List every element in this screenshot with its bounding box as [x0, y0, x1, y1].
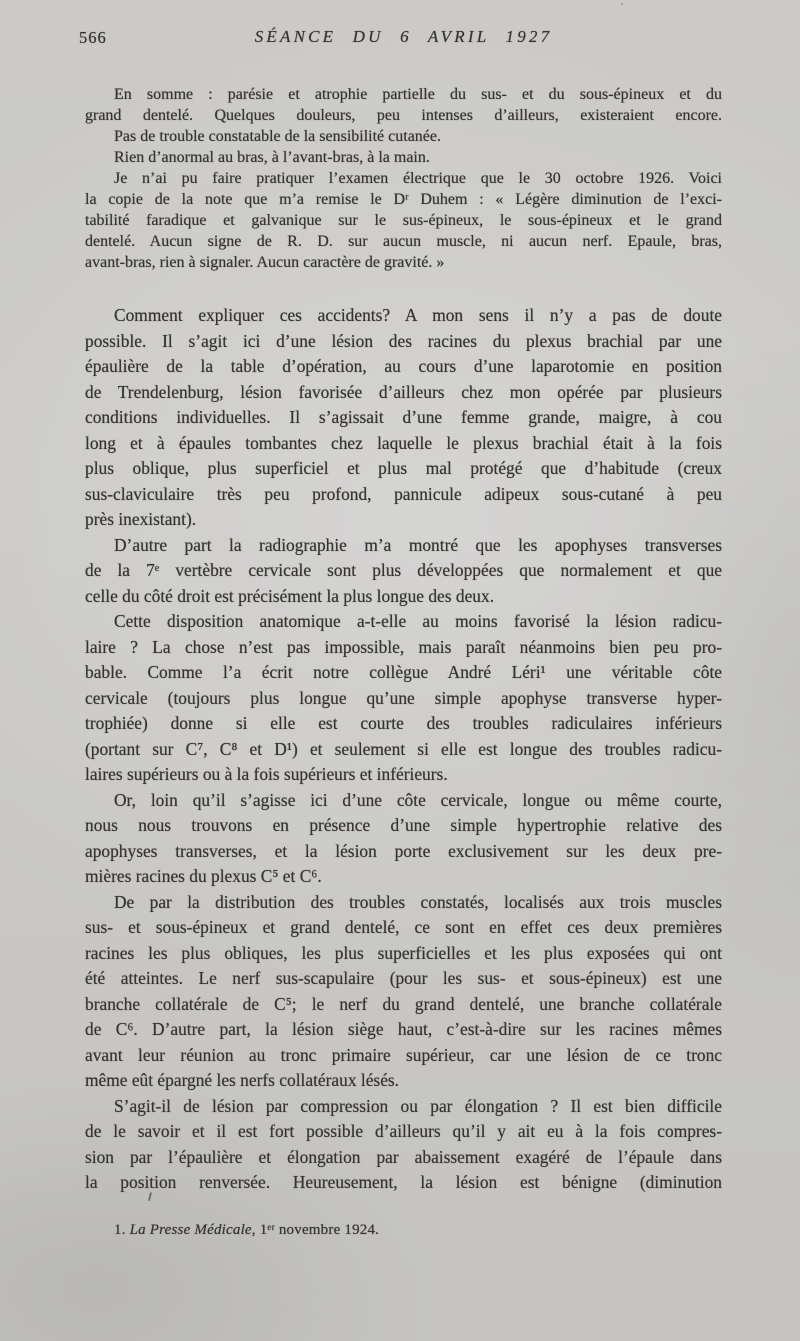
text-line: Rien d’anormal au bras, à l’avant-bras, à la main. [114, 149, 430, 166]
text-line: laires supérieurs ou à la fois supérieurs et inférieurs. [85, 764, 448, 784]
text-line: Cette disposition anatomique a-t-elle au moins favorisé la lésion radicu- [114, 611, 722, 631]
scan-speck [621, 3, 623, 5]
text-line: épaulière de la table d’opération, au cours d’une laparotomie en position [85, 356, 722, 376]
paragraph [85, 303, 722, 533]
text-line: long et à épaules tombantes chez laquelle le plexus brachial était à la fois [85, 432, 722, 453]
text-line: dentelé. Aucun signe de R. D. sur aucun muscle, ni aucun nerf. Epaule, bras, [85, 233, 722, 250]
text-line: celle du côté droit est précisément la plus longue des deux. [85, 585, 495, 606]
text-line: près inexistant). [85, 509, 197, 529]
text-line: nous nous trouvons en présence d’une simple hypertrophie relative des [85, 815, 722, 835]
text-line: avant leur réunion au tronc primaire supérieur, car une lésion de ce tronc [85, 1044, 722, 1065]
text-line: sus-claviculaire très peu profond, pannicule adipeux sous-cutané à peu [85, 483, 722, 504]
footnote-journal-title: La Presse Médicale [129, 1222, 252, 1238]
discussion-section [85, 303, 722, 1196]
text-line: la position renversée. Heureusement, la lésion est bénigne (diminution [85, 1172, 722, 1192]
text-line: Or, loin qu’il s’agisse ici d’une côte cervicale, longue ou même courte, [114, 789, 722, 810]
text-line: de C⁶. D’autre part, la lésion siège haut, c’est-à-dire sur les racines mêmes [85, 1019, 722, 1039]
footnote-date: , 1ᵉʳ novembre 1924. [251, 1222, 380, 1238]
text-line: même eût épargné les nerfs collatéraux lésés. [85, 1070, 400, 1090]
text-line: Comment expliquer ces accidents? A mon sens il n’y a pas de doute [114, 305, 722, 325]
clinical-report-section [85, 84, 722, 273]
page-number: 566 [79, 28, 107, 47]
text-line: D’autre part la radiographie m’a montré que les apophyses transverses [114, 534, 722, 555]
paragraph [85, 126, 722, 147]
text-line: conditions individuelles. Il s’agissait d’une femme grande, maigre, à cou [85, 407, 722, 427]
text-line: sion par l’épaulière et élongation par abaissement exagéré de l’épaule dans [85, 1146, 722, 1167]
paragraph [85, 168, 722, 273]
text-line: avant-bras, rien à signaler. Aucun caractère de gravité. » [85, 254, 445, 271]
paragraph [85, 84, 722, 126]
paragraph [85, 788, 722, 890]
running-title: SÉANCE DU 6 AVRIL 1927 [254, 27, 553, 46]
text-line: bable. Comme l’a écrit notre collègue André Léri¹ une véritable côte [85, 662, 722, 682]
page-header [79, 27, 722, 49]
text-line: laire ? La chose n’est pas impossible, mais paraît néanmoins bien peu pro- [85, 636, 722, 657]
text-line: tabilité faradique et galvanique sur le sus-épineux, le sous-épineux et le grand [85, 212, 722, 229]
text-line: plus oblique, plus superficiel et plus mal protégé que d’habitude (creux [85, 458, 722, 478]
text-line: de la 7ᵉ vertèbre cervicale sont plus développées que normalement et que [85, 560, 722, 580]
text-line: apophyses transverses, et la lésion porte exclusivement sur les deux pre- [85, 840, 722, 861]
paragraph [85, 609, 722, 788]
paragraph [85, 1094, 722, 1196]
text-line: la copie de la note que m’a remise le Dʳ Duhem : « Légère diminution de l’exci- [85, 191, 722, 208]
text-line: Je n’ai pu faire pratiquer l’examen électrique que le 30 octobre 1926. Voici [114, 170, 722, 187]
text-line: de le savoir et il est fort possible d’ailleurs qu’il y ait eu à la fois compres- [85, 1121, 722, 1141]
paragraph [85, 147, 722, 168]
paragraph [85, 533, 722, 610]
text-line: racines les plus obliques, les plus superficielles et les plus exposées qui ont [85, 942, 722, 963]
text-block [85, 84, 722, 1196]
paragraph [85, 890, 722, 1094]
text-line: trophiée) donne si elle est courte des troubles radiculaires inférieurs [85, 713, 722, 733]
text-line: En somme : parésie et atrophie partielle du sus- et du sous-épineux et du [114, 86, 722, 103]
text-line: été atteintes. Le nerf sus-scapulaire (pour les sus- et sous-épineux) est une [85, 968, 722, 988]
text-line: possible. Il s’agit ici d’une lésion des racines du plexus brachial par une [85, 330, 722, 351]
text-line: De par la distribution des troubles constatés, localisés aux trois muscles [114, 891, 722, 912]
footnote-marker: 1. [114, 1222, 126, 1238]
text-line: Pas de trouble constatable de la sensibilité cutanée. [114, 128, 441, 145]
text-line: de Trendelenburg, lésion favorisée d’ailleurs chez mon opérée par plusieurs [85, 381, 722, 402]
text-line: S’agit-il de lésion par compression ou par élongation ? Il est bien difficile [114, 1095, 722, 1116]
text-line: (portant sur C⁷, C⁸ et D¹) et seulement si elle est longue des troubles radicu- [85, 738, 722, 759]
text-line: grand dentelé. Quelques douleurs, peu intenses d’ailleurs, existeraient encore. [85, 107, 722, 124]
text-line: cervicale (toujours plus longue qu’une simple apophyse transverse hyper- [85, 687, 722, 708]
text-line: mières racines du plexus C⁵ et C⁶. [85, 866, 322, 886]
footnote [114, 1222, 379, 1239]
text-line: branche collatérale de C⁵; le nerf du grand dentelé, une branche collatérale [85, 993, 722, 1014]
text-line: sus- et sous-épineux et grand dentelé, ce sont en effet ces deux premières [85, 917, 722, 937]
